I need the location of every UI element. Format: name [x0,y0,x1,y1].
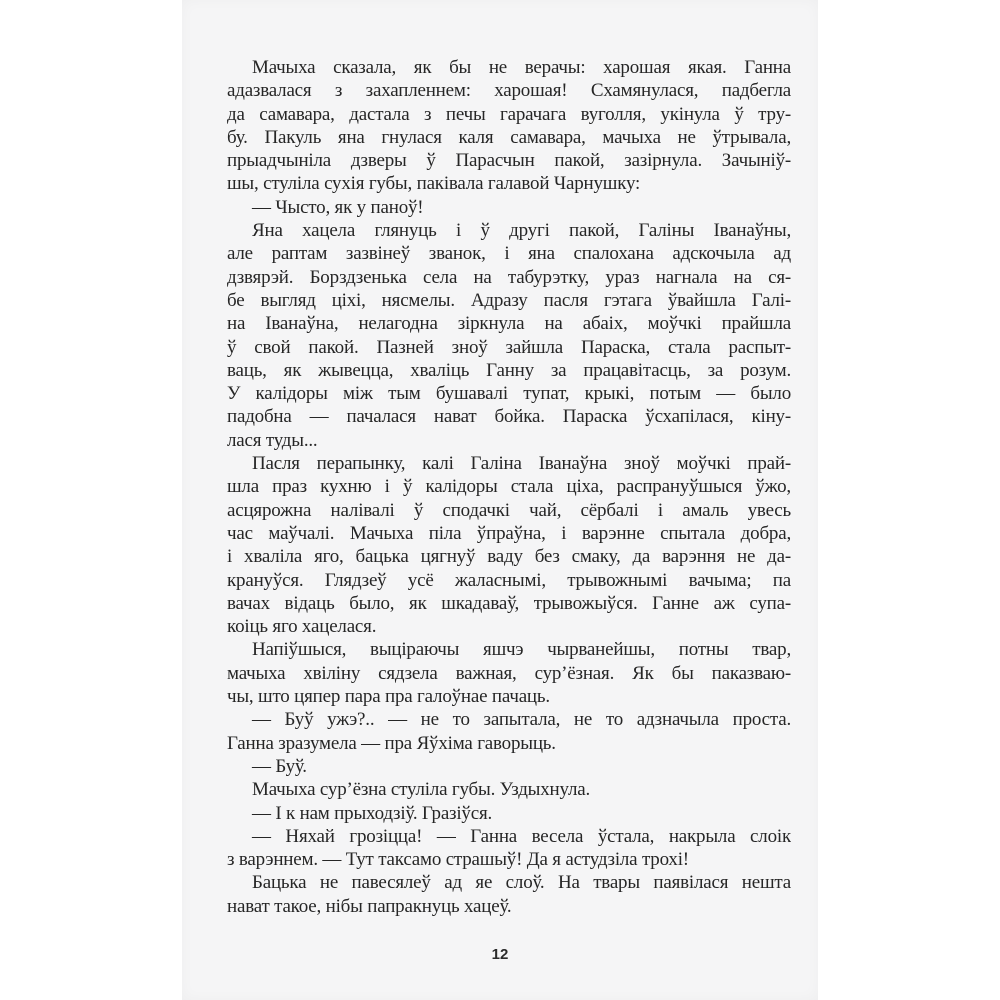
text-line: лася туды... [227,429,318,451]
text-line: Пасля перапынку, калі Галіна Іванаўна зноў моўчкі прай- [252,453,791,475]
text-line: нават такое, нібы папракнуць хацеў. [227,895,512,917]
text-line: Мачыха сказала, як бы не верачы: харошая якая. Ганна [252,57,791,78]
text-line: — Няхай грозіцца! — Ганна весела ўстала, накрыла слоік [252,825,791,847]
text-line: прыадчыніла дзверы ў Парасчын пакой, зазірнула. Зачыніў- [227,150,791,172]
page-text [227,56,791,918]
book-page [182,0,818,1000]
text-line: бе выгляд ціхі, нясмелы. Адразу пасля гэтага ўвайшла Галі- [227,289,791,311]
paragraph [227,802,791,825]
text-line: Ганна зразумела — пра Яўхіма гаворыць. [227,732,556,754]
text-line: коіць яго хацелася. [227,616,377,638]
text-line: падобна — пачалася нават бойка. Параска ўсхапілася, кіну- [227,406,791,428]
paragraph [227,638,791,708]
text-line: да самавара, дастала з печы гарачага вуголля, укінула ў тру- [227,103,791,125]
text-line: ў свой пакой. Пазней зноў зайшла Параска, стала распыт- [227,336,791,358]
text-line: і хваліла яго, бацька цягнуў ваду без смаку, да варэння не да- [227,546,791,568]
text-line: — І к нам прыходзіў. Гразіўся. [252,802,493,824]
text-line: — Буў ужэ?.. — не то запытала, не то адзначыла проста. [252,709,791,731]
paragraph [227,778,791,801]
text-line: асцярожна налівалі ў сподачкі чай, сёрбалі і амаль увесь [227,499,791,521]
text-line: Бацька не павесялеў ад яе слоў. На твары паявілася нешта [252,872,791,894]
text-line: вачах відаць было, як шкадаваў, трывожыўся. Ганне аж супа- [227,592,791,614]
text-line: з варэннем. — Тут таксамо страшыў! Да я астудзіла трохі! [227,849,689,871]
paragraph [227,825,791,872]
text-line: адазвалася з захапленнем: харошая! Схамянулася, падбегла [227,80,791,102]
text-line: але раптам зазвінеў званок, і яна спалохана адскочыла ад [227,243,791,265]
text-line: чы, што цяпер пара пра галоўнае пачаць. [227,686,550,708]
text-line: дзвярэй. Борздзенька села на табурэтку, ураз нагнала на ся- [227,266,791,288]
text-line: ваць, як жывецца, хваліць Ганну за працавітасць, за розум. [227,359,791,381]
paragraph [227,452,791,638]
text-line: Напіўшыся, выціраючы яшчэ чырванейшы, потны твар, [252,639,791,661]
text-line: на Іванаўна, нелагодна зіркнула на абаіх, моўчкі прайшла [227,313,791,335]
paragraph [227,755,791,778]
text-line: шла праз кухню і ў калідоры стала ціха, распрануўшыся ўжо, [227,476,791,498]
text-line: — Буў. [252,755,307,777]
text-line: У калідоры між тым бушавалі тупат, крыкі, потым — было [227,383,791,405]
paragraph [227,708,791,755]
text-line: мачыха хвіліну сядзела важная, сур’ёзная. Як бы паказваю- [227,662,791,684]
text-line: Яна хацела глянуць і ў другі пакой, Галіны Іванаўны, [252,220,791,242]
text-line: шы, стуліла сухія губы, паківала галавой Чарнушку: [227,173,641,195]
paragraph [227,56,791,196]
paragraph [227,196,791,219]
text-line: — Чысто, як у паноў! [252,196,424,218]
text-line: Мачыха сур’ёзна стуліла губы. Уздыхнула. [252,779,591,801]
text-line: бу. Пакуль яна гнулася каля самавара, мачыха не ўтрывала, [227,126,791,148]
paragraph [227,219,791,452]
page-number: 12 [491,946,509,963]
text-line: крануўся. Глядзеў усё жаласнымі, трывожнымі вачыма; па [227,569,791,591]
text-line: час маўчалі. Мачыха піла ўпраўна, і варэнне спытала добра, [227,522,791,544]
paragraph [227,871,791,918]
